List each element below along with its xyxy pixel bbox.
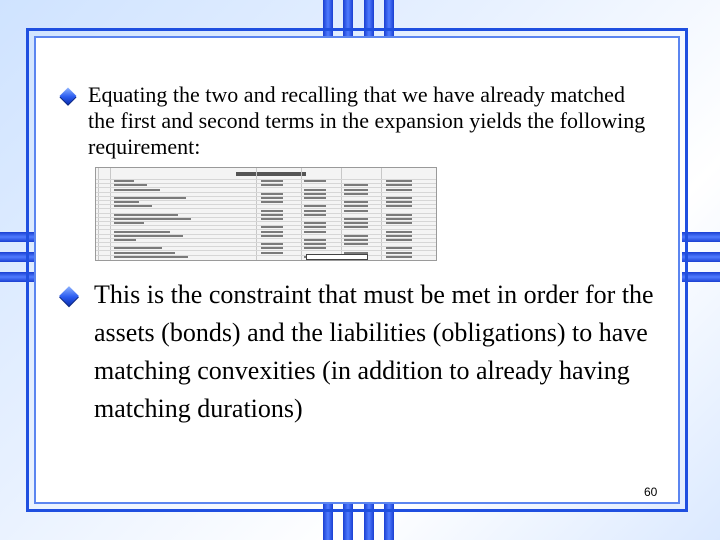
spreadsheet-cell-mark [114, 222, 144, 224]
spreadsheet-cell-mark [304, 180, 326, 182]
spreadsheet-cell-mark [344, 184, 368, 186]
spreadsheet-cell-mark [304, 226, 326, 228]
spreadsheet-cell-mark [114, 189, 160, 191]
spreadsheet-cell-mark [386, 239, 412, 241]
spreadsheet-cell-mark [261, 247, 283, 249]
spreadsheet-cell-mark [386, 218, 412, 220]
spreadsheet-cell-mark [344, 205, 368, 207]
spreadsheet-cell-mark [344, 193, 368, 195]
spreadsheet-cell-mark [386, 222, 412, 224]
spreadsheet-cell-mark [344, 243, 368, 245]
spreadsheet-cell-mark [304, 222, 326, 224]
spreadsheet-cell-mark [304, 231, 326, 233]
spreadsheet-cell-mark [261, 231, 283, 233]
spreadsheet-cell-mark [386, 256, 412, 258]
spreadsheet-cell-mark [114, 235, 183, 237]
spreadsheet-cell-mark [261, 210, 283, 212]
spreadsheet-cell-mark [261, 193, 283, 195]
spreadsheet-cell-mark [114, 205, 152, 207]
spreadsheet-cell-mark [344, 201, 368, 203]
spreadsheet-cell-mark [386, 180, 412, 182]
spreadsheet-cell-mark [386, 252, 412, 254]
spreadsheet-highlight-cell [306, 254, 368, 260]
spreadsheet-cell-mark [344, 222, 368, 224]
spreadsheet-cell-mark [261, 252, 283, 254]
bullet-text-2: This is the constraint that must be met in order for the assets (bonds) and the liabilities (obligations) to have matching convexities (in addition to already having matching durations) [94, 280, 654, 423]
spreadsheet-cell-mark [304, 239, 326, 241]
spreadsheet-cell-mark [114, 184, 147, 186]
spreadsheet-cell-mark [261, 226, 283, 228]
spreadsheet-cell-mark [304, 197, 326, 199]
spreadsheet-cell-mark [344, 189, 368, 191]
spreadsheet-cell-mark [344, 226, 368, 228]
spreadsheet-cell-mark [386, 235, 412, 237]
spreadsheet-cell-mark [304, 193, 326, 195]
spreadsheet-cell-mark [304, 243, 326, 245]
spreadsheet-cell-mark [114, 252, 175, 254]
spreadsheet-gridline [96, 238, 436, 239]
spreadsheet-cell-mark [261, 201, 283, 203]
spreadsheet-cell-mark [304, 214, 326, 216]
spreadsheet-cell-mark [114, 214, 178, 216]
spreadsheet-cell-mark [114, 256, 188, 258]
spreadsheet-cell-mark [261, 235, 283, 237]
spreadsheet-cell-mark [386, 247, 412, 249]
spreadsheet-cell-mark [304, 189, 326, 191]
spreadsheet-cell-mark [114, 239, 136, 241]
spreadsheet-cell-mark [304, 205, 326, 207]
spreadsheet-cell-mark [386, 205, 412, 207]
spreadsheet-cell-mark [386, 214, 412, 216]
spreadsheet-cell-mark [386, 189, 412, 191]
spreadsheet-image [95, 167, 437, 261]
spreadsheet-cell-mark [261, 180, 283, 182]
spreadsheet-cell-mark [304, 247, 326, 249]
spreadsheet-cell-mark [114, 218, 191, 220]
spreadsheet-cell-mark [261, 214, 283, 216]
spreadsheet-cell-mark [304, 210, 326, 212]
spreadsheet-cell-mark [386, 184, 412, 186]
spreadsheet-cell-mark [261, 197, 283, 199]
spreadsheet-cell-mark [261, 184, 283, 186]
spreadsheet-cell-mark [344, 218, 368, 220]
spreadsheet-cell-mark [344, 239, 368, 241]
spreadsheet-cell-mark [386, 201, 412, 203]
spreadsheet-cell-mark [114, 201, 139, 203]
spreadsheet-cell-mark [114, 247, 162, 249]
spreadsheet-cell-mark [344, 210, 368, 212]
spreadsheet-cell-mark [114, 180, 134, 182]
spreadsheet-cell-mark [261, 243, 283, 245]
spreadsheet-gridline [96, 221, 436, 222]
spreadsheet-cell-mark [114, 231, 170, 233]
spreadsheet-cell-mark [386, 197, 412, 199]
bullet-text-1: Equating the two and recalling that we have already matched the first and second terms in the expansion yields the following requirement: [88, 82, 646, 159]
spreadsheet-cell-mark [114, 197, 186, 199]
spreadsheet-cell-mark [386, 231, 412, 233]
spreadsheet-cell-mark [261, 218, 283, 220]
spreadsheet-title-mark [236, 172, 306, 176]
spreadsheet-cell-mark [344, 235, 368, 237]
page-number: 60 [644, 485, 658, 499]
